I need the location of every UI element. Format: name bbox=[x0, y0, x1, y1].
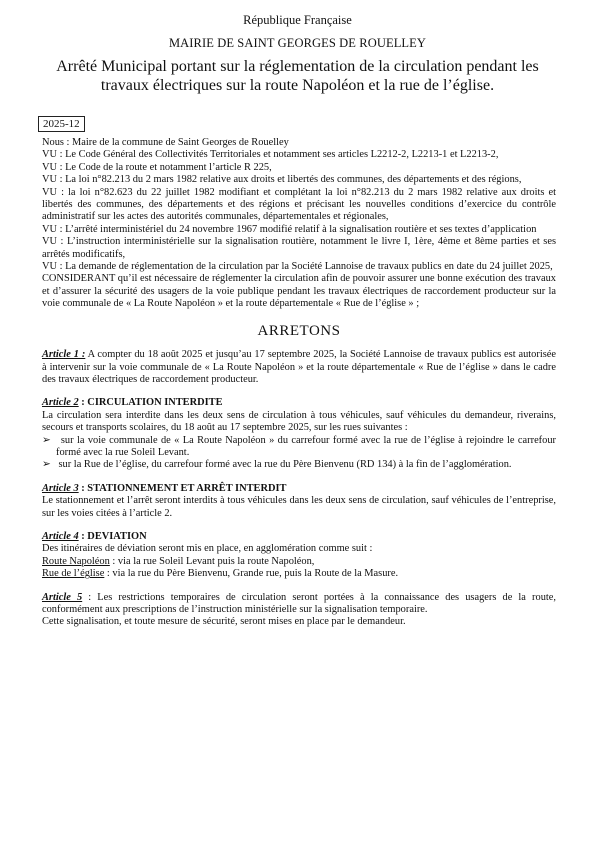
article-1-label: Article 1 : bbox=[42, 349, 86, 361]
article-2-bullet-2: ➢ sur la Rue de l’église, du carrefour formé avec la rue du Père Bienvenu (RD 134) à la fin de l’agglomération. bbox=[42, 459, 512, 471]
bullet-arrow-icon: ➢ bbox=[42, 434, 51, 446]
document-header bbox=[0, 13, 595, 95]
article-4-line-2: Rue de l’église : via la rue du Père Bienvenu, Grande rue, puis la Route de la Masure. bbox=[42, 568, 399, 580]
vu-2: VU : Le Code de la route et notamment l’article R 225, bbox=[42, 161, 272, 173]
vu-6: VU : L’instruction interministérielle sur la signalisation routière, notamment le livre I, 1ère, 4ème et 8ème parties et ses arrêtés modificatifs, bbox=[42, 236, 556, 260]
arrete-title: Arrêté Municipal portant sur la réglementation de la circulation pendant les travaux électriques sur la route Napoléon et la rue de l’église. bbox=[56, 58, 539, 94]
article-2-title: : CIRCULATION INTERDITE bbox=[78, 397, 223, 409]
bullet-arrow-icon: ➢ bbox=[42, 459, 51, 471]
article-2-bullet-1: ➢ sur la voie communale de « La Route Napoléon » du carrefour formé avec la rue de l’église à rejoindre le carrefour formé avec la rue Soleil Levant. bbox=[42, 434, 556, 458]
vu-7: VU : La demande de réglementation de la circulation par la Société Lannoise de travaux publics en date du 24 juillet 2025, bbox=[42, 261, 553, 273]
article-3-text: Le stationnement et l’arrêt seront interdits à tous véhicules dans les deux sens de circulation, sauf véhicules de l’entreprise, sur les voies citées à l’article 2. bbox=[42, 495, 556, 519]
article-4-title: : DEVIATION bbox=[78, 530, 147, 542]
article-2-heading bbox=[42, 397, 556, 409]
vu-1: VU : Le Code Général des Collectivités Territoriales et notamment ses articles L2212-2, L2213-1 et L2213-2, bbox=[42, 149, 499, 161]
article-3-heading bbox=[42, 483, 556, 495]
article-4-text: Des itinéraires de déviation seront mis en place, en agglomération comme suit : bbox=[42, 543, 373, 555]
vu-3: VU : La loi n°82.213 du 2 mars 1982 relative aux droits et libertés des communes, des départements et des régions, bbox=[42, 174, 522, 186]
preamble-intro: Nous : Maire de la commune de Saint Georges de Rouelley bbox=[42, 137, 289, 148]
article-5-text: : Les restrictions temporaires de circulation seront portées à la connaissance des usagers de la route, conformément aux prescriptions de l’instruction ministérielle sur la signalisation temporaire. bbox=[42, 591, 556, 615]
country-name: République Française bbox=[243, 13, 352, 27]
article-3-title: : STATIONNEMENT ET ARRÊT INTERDIT bbox=[78, 482, 287, 494]
reference-number: 2025-12 bbox=[38, 116, 85, 132]
article-2-label: Article 2 bbox=[42, 397, 79, 409]
document-body bbox=[42, 137, 556, 629]
article-4-label: Article 4 bbox=[42, 530, 79, 542]
article-3-label: Article 3 bbox=[42, 482, 79, 494]
mairie-name: MAIRIE DE SAINT GEORGES DE ROUELLEY bbox=[168, 36, 427, 50]
arretons-heading: ARRETONS bbox=[257, 322, 341, 339]
article-1 bbox=[42, 349, 556, 386]
article-5-text-2: Cette signalisation, et toute mesure de sécurité, seront mises en place par le demandeur. bbox=[42, 616, 406, 628]
vu-4: VU : la loi n°82.623 du 22 juillet 1982 modifiant et complétant la loi n°82.213 du 2 mars 1982 relative aux droits et libertés des communes, des départements et des régions et précisant les nouvelles conditions d’exercice du contrôle administratif sur les actes des autorités communales, départementales et régionales, bbox=[42, 186, 556, 223]
article-4-line-1: Route Napoléon : via la rue Soleil Levant puis la route Napoléon, bbox=[42, 555, 315, 567]
article-5 bbox=[42, 592, 556, 617]
article-4-heading bbox=[42, 531, 556, 543]
article-1-text: A compter du 18 août 2025 et jusqu’au 17 septembre 2025, la Société Lannoise de travaux publics est autorisée à intervenir sur la voie communale de « La Route Napoléon » et la route départementale « Rue de l’église » dans le cadre des travaux électriques de raccordement producteur. bbox=[42, 349, 556, 385]
considerant: CONSIDERANT qu’il est nécessaire de réglementer la circulation afin de pouvoir assurer une bonne exécution des travaux et d’assurer la sécurité des usagers de la voie publique pendant les travaux électriques de raccordement producteur sur la voie communale de « La Route Napoléon » et la route départementale « Rue de l’église » ; bbox=[42, 273, 556, 310]
article-5-label: Article 5 bbox=[42, 591, 83, 603]
article-2-text: La circulation sera interdite dans les deux sens de circulation à tous véhicules, sauf véhicules du demandeur, riverains, secours et transports scolaires, du 18 août au 17 septembre 2025, sur les rues suivantes : bbox=[42, 409, 556, 434]
vu-5: VU : L’arrêté interministériel du 24 novembre 1967 modifié relatif à la signalisation routière et ses textes d’application bbox=[42, 223, 537, 235]
